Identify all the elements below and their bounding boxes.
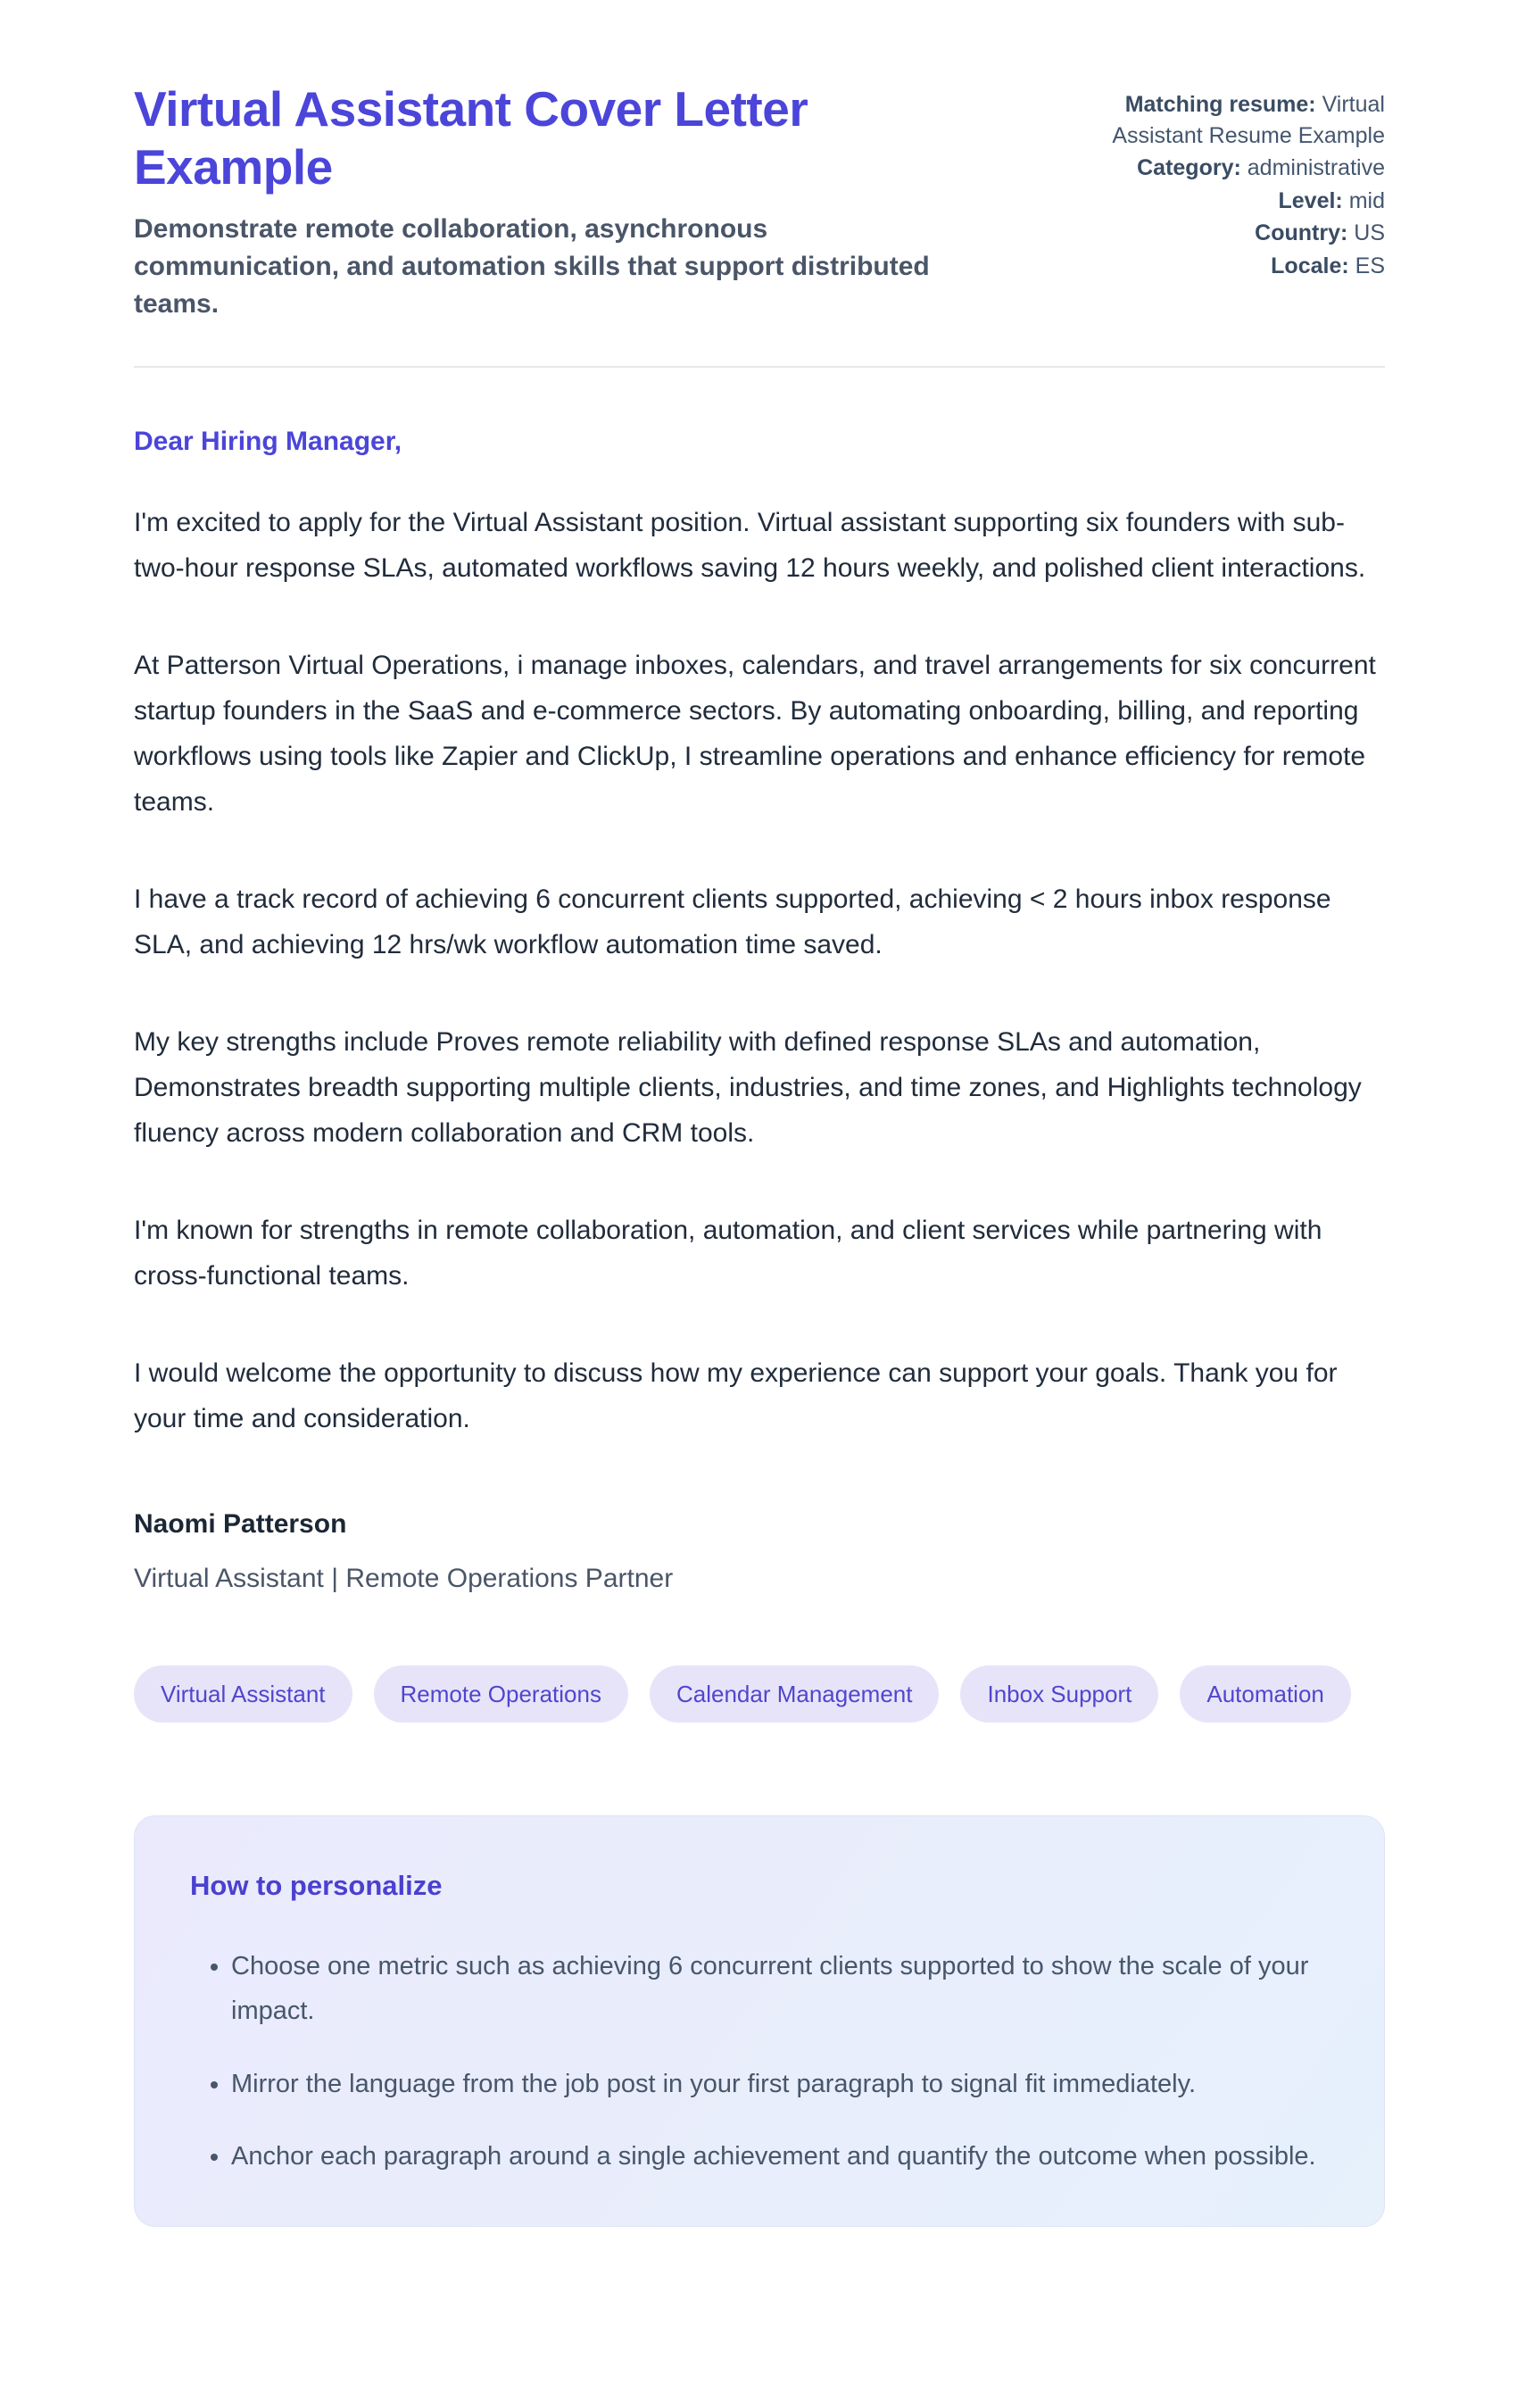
signature-title: Virtual Assistant | Remote Operations Partner [134,1563,674,1593]
signature-name: Naomi Patterson [134,1508,347,1539]
meta-level-value: mid [1348,187,1385,213]
page-title: Virtual Assistant Cover Letter Example [134,81,808,195]
tips-item: • Mirror the language from the job post in your first paragraph to signal fit immediately. [231,2063,1329,2107]
meta-matching-resume [1090,89,1385,151]
header-title-block [134,80,1026,323]
letter-paragraph: I'm known for strengths in remote collaboration, automation, and client services while partnering with cross-functional teams. [134,1215,1322,1291]
meta-level-label: Level: [1278,187,1343,213]
meta-category [1090,153,1385,184]
letter-body [134,368,1385,1594]
letter-paragraph: I would welcome the opportunity to discuss how my experience can support your goals. Thank you for your time and consideration. [134,1358,1338,1433]
meta-country-value: US [1354,220,1385,245]
tips-item: • Choose one metric such as achieving 6 concurrent clients supported to show the scale of your impact. [231,1945,1329,2034]
tag-calendar-management[interactable]: Calendar Management [650,1665,940,1723]
tag-inbox-support[interactable]: Inbox Support [960,1665,1158,1723]
meta-category-value: administrative [1247,155,1385,180]
tag-list [134,1665,1385,1723]
meta-matching-resume-value: Virtual Assistant Resume Example [1112,92,1385,148]
meta-locale-label: Locale: [1271,253,1349,278]
letter-paragraph: At Patterson Virtual Operations, i manage inboxes, calendars, and travel arrangements for six concurrent startup founders in the SaaS and e-commerce sectors. By automating onboarding, billing, and reporting workflows using tools like Zapier and ClickUp, I streamline operations and enhance efficiency for remote teams. [134,650,1376,817]
meta-locale [1090,251,1385,282]
letter-paragraph: I have a track record of achieving 6 concurrent clients supported, achieving < 2 hours inbox response SLA, and achieving 12 hrs/wk workflow automation time saved. [134,884,1331,959]
tag-automation[interactable]: Automation [1180,1665,1351,1723]
tag-virtual-assistant[interactable]: Virtual Assistant [134,1665,352,1723]
meta-locale-value: ES [1355,253,1385,278]
letter-greeting: Dear Hiring Manager, [134,426,402,456]
tips-heading: How to personalize [190,1869,443,1901]
page-header [134,80,1385,323]
tips-list [190,1945,1329,2180]
meta-level [1090,186,1385,217]
meta-matching-resume-label: Matching resume: [1124,92,1316,117]
page-subtitle: Demonstrate remote collaboration, asynchronous communication, and automation skills that support distributed teams. [134,213,930,319]
letter-paragraph: My key strengths include Proves remote reliability with defined response SLAs and automation, Demonstrates breadth supporting multiple clients, industries, and time zones, and Highlights technology fluency across modern collaboration and CRM tools. [134,1026,1362,1148]
tips-item: • Anchor each paragraph around a single achievement and quantify the outcome when possible. [231,2135,1329,2180]
resume-meta-panel [1090,80,1385,283]
letter-paragraph: I'm excited to apply for the Virtual Assistant position. Virtual assistant supporting six founders with sub-two-hour response SLAs, automated workflows saving 12 hours weekly, and polished client interactions. [134,507,1366,583]
meta-category-label: Category: [1137,155,1241,180]
meta-country-label: Country: [1255,220,1348,245]
meta-country [1090,218,1385,249]
tag-remote-operations[interactable]: Remote Operations [374,1665,628,1723]
how-to-personalize-box [134,1815,1385,2228]
